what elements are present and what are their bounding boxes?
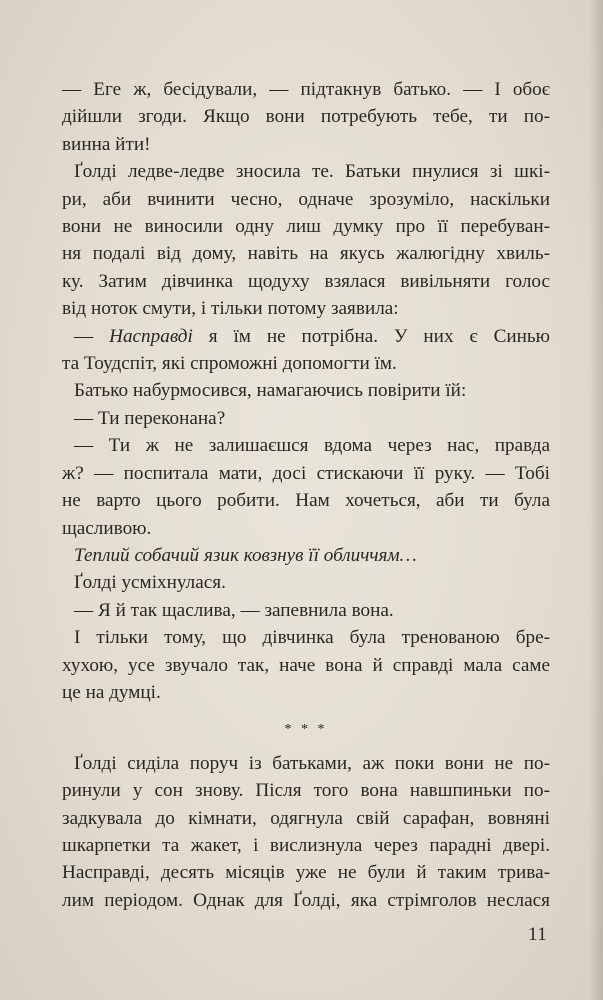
text-line: задкувала до кімнати, одягнула свій сарафан, вовняні (62, 807, 550, 829)
text-fragment: — (74, 325, 110, 347)
text-fragment: я їм не потрібна. У них є Синью (192, 325, 551, 347)
text-line: ку. Затим дівчинка щодуху взялася вивільняти голос (62, 270, 550, 292)
body-text (62, 76, 550, 914)
text-line: Ґолді ледве-ледве зносила те. Батьки пнулися зі шкі- (74, 161, 550, 183)
italic-fragment: Насправді (109, 325, 193, 347)
text-line: вони не виносили одну лиш думку про її перебуван- (62, 216, 550, 238)
text-line: ринули у сон знову. Після того вона навшпиньки по- (62, 780, 550, 802)
text-line: винна йти! (62, 133, 151, 155)
text-line: Батько набурмосився, намагаючись повірити їй: (74, 380, 467, 402)
text-line: — Ти переконана? (74, 407, 226, 429)
text-line: Насправді, десять місяців уже не були й таким трива- (62, 862, 550, 884)
text-line: шкарпетки та жакет, і вислизнула через парадні двері. (62, 834, 550, 856)
text-line: — Ти ж не залишаєшся вдома через нас, правда (74, 435, 550, 457)
text-line: від ноток смути, і тільки потому заявила: (62, 298, 399, 320)
text-line: хухою, усе звучало так, наче вона й справді мала саме (62, 654, 550, 676)
section-separator: * * * (284, 722, 328, 738)
text-line (62, 542, 550, 569)
text-line: ри, аби вчинити чесно, одначе зрозуміло, наскільки (62, 188, 550, 210)
text-line: — Я й так щаслива, — запевнила вона. (74, 599, 394, 621)
italic-line: Теплий собачий язик ковзнув її обличчям… (74, 544, 417, 566)
text-line: І тільки тому, що дівчинка була тренованою бре- (74, 627, 550, 649)
text-line: це на думці. (62, 681, 161, 703)
text-line: Ґолді усміхнулася. (74, 572, 226, 594)
text-line: та Тоудспіт, які спроможні допомогти їм. (62, 353, 397, 375)
text-line: лим періодом. Однак для Ґолді, яка стрімголов неслася (62, 889, 550, 911)
text-line: ж? — поспитала мати, досі стискаючи її руку. — Тобі (62, 462, 550, 484)
page-number: 11 (528, 924, 548, 945)
text-line (62, 323, 550, 350)
page-edge-shadow (589, 0, 603, 1000)
text-line: не варто цього робити. Нам хочеться, аби ти була (62, 490, 550, 512)
text-line: ня подалі від дому, навіть на якусь жалюгідну хвиль- (62, 243, 550, 265)
text-line: щасливою. (62, 517, 152, 539)
text-line: — Еге ж, бесідували, — підтакнув батько. — І обоє (62, 79, 550, 100)
text-line: дійшли згоди. Якщо вони потребують тебе, ти по- (62, 106, 550, 128)
text-line: Ґолді сиділа поруч із батьками, аж поки вони не по- (74, 752, 550, 774)
